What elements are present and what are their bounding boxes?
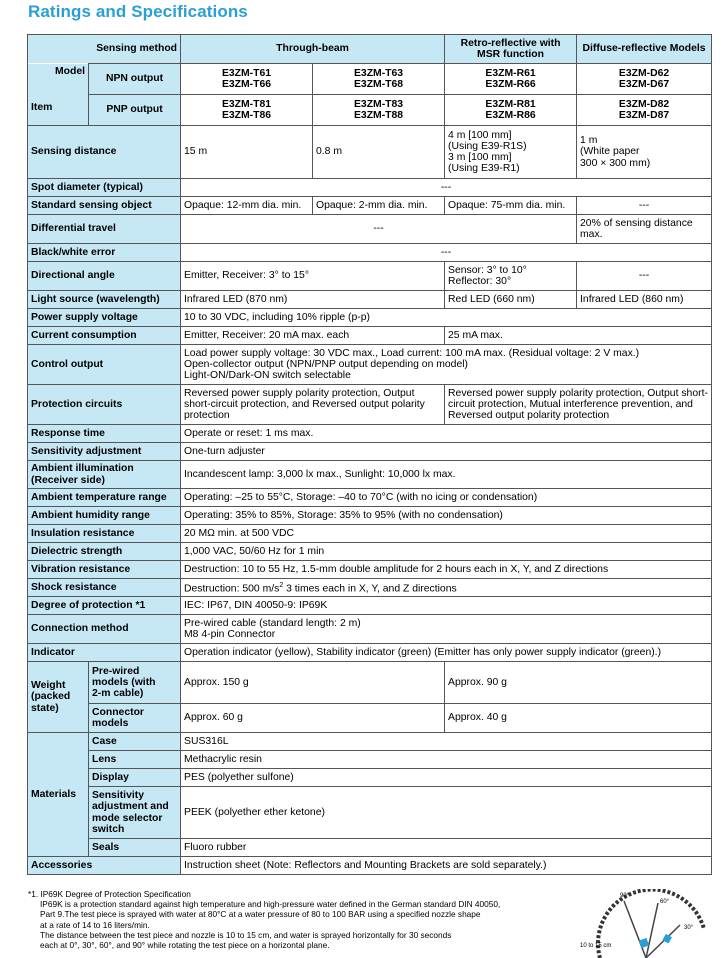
value-cell: 1 m (White paper 300 × 300 mm) — [577, 126, 712, 179]
value-cell: Opaque: 12-mm dia. min. — [181, 197, 313, 215]
pnp-output-header: PNP output — [89, 95, 181, 126]
value-cell: Approx. 40 g — [445, 704, 712, 733]
footnote-line: The distance between the test piece and nozzle is 10 to 15 cm, and water is sprayed horizontally for 30 seconds — [40, 929, 452, 940]
table-row — [28, 385, 712, 425]
spray-line-60 — [646, 903, 658, 958]
footnote-title: *1. IP69K Degree of Protection Specification — [28, 889, 191, 899]
sensing-method-header: Sensing method — [28, 35, 181, 64]
value-cell: --- — [181, 179, 712, 197]
diffuse-reflective-header: Diffuse-reflective Models — [577, 35, 712, 64]
table-row — [28, 525, 712, 543]
footnote-line: Part 9.The test piece is sprayed with water at 80°C at a water pressure of 80 to 100 BAR using a specified nozzle shape — [40, 909, 481, 920]
distance-label: 10 to 15 cm — [580, 943, 612, 949]
sub-label: Display — [89, 769, 181, 787]
model-cell: E3ZM-T61 E3ZM-T66 — [181, 64, 313, 95]
value-cell: Operating: –25 to 55°C, Storage: –40 to 70°C (with no icing or condensation) — [181, 489, 712, 507]
table-row — [28, 461, 712, 489]
table-row — [28, 839, 712, 857]
row-label: Vibration resistance — [28, 561, 181, 579]
model-item-header — [28, 64, 89, 126]
model-cell: E3ZM-T83 E3ZM-T88 — [313, 95, 445, 126]
value-cell: 10 to 30 VDC, including 10% ripple (p-p) — [181, 309, 712, 327]
model-cell: E3ZM-D82 E3ZM-D87 — [577, 95, 712, 126]
value-cell: --- — [181, 244, 712, 262]
footnote-line: at a rate of 14 to 16 liters/min. — [40, 919, 150, 930]
table-row — [28, 425, 712, 443]
table-row — [28, 197, 712, 215]
value-cell: Reversed power supply polarity protection, Output short-circuit protection, and Reversed output polarity protection — [181, 385, 445, 425]
value-cell: Operation indicator (yellow), Stability indicator (green) (Emitter has only power supply indicator (green).) — [181, 644, 712, 662]
value-cell: Opaque: 75-mm dia. min. — [445, 197, 577, 215]
row-label: Black/white error — [28, 244, 181, 262]
footnote-line: IP69K is a protection standard against high temperature and high-pressure water defined in the German standard DIN 40050, — [40, 899, 501, 910]
value-cell: 15 m — [181, 126, 313, 179]
table-row — [28, 443, 712, 461]
model-cell: E3ZM-R61 E3ZM-R66 — [445, 64, 577, 95]
sub-label: Case — [89, 733, 181, 751]
angle-label-90: 90° — [620, 893, 630, 899]
table-row — [28, 64, 712, 95]
row-label: Control output — [28, 345, 181, 385]
model-cell: E3ZM-D62 E3ZM-D67 — [577, 64, 712, 95]
row-label: Connection method — [28, 615, 181, 644]
value-cell: One-turn adjuster — [181, 443, 712, 461]
row-label: Light source (wavelength) — [28, 291, 181, 309]
table-row — [28, 561, 712, 579]
row-label: Indicator — [28, 644, 181, 662]
row-label: Sensing distance — [28, 126, 181, 179]
model-cell: E3ZM-T63 E3ZM-T68 — [313, 64, 445, 95]
value-cell: --- — [181, 215, 577, 244]
shock-text: Destruction: 500 m/s — [184, 583, 280, 595]
value-cell: Emitter, Receiver: 20 mA max. each — [181, 327, 445, 345]
sub-label: Connector models — [89, 704, 181, 733]
table-row — [28, 857, 712, 875]
superscript: 2 — [279, 582, 284, 590]
table-row — [28, 489, 712, 507]
table-row — [28, 662, 712, 704]
model-cell: E3ZM-T81 E3ZM-T86 — [181, 95, 313, 126]
value-cell: Methacrylic resin — [181, 751, 712, 769]
table-row — [28, 644, 712, 662]
table-row — [28, 262, 712, 291]
row-label: Directional angle — [28, 262, 181, 291]
value-cell: Instruction sheet (Note: Reflectors and Mounting Brackets are sold separately.) — [181, 857, 712, 875]
table-row — [28, 215, 712, 244]
row-label: Power supply voltage — [28, 309, 181, 327]
value-cell: 25 mA max. — [445, 327, 712, 345]
value-cell: IEC: IP67, DIN 40050-9: IP69K — [181, 597, 712, 615]
row-label: Differential travel — [28, 215, 181, 244]
value-cell: 4 m [100 mm] (Using E39-R1S) 3 m [100 mm] (Using E39-R1) — [445, 126, 577, 179]
page-title: Ratings and Specifications — [28, 2, 248, 21]
sub-label: Seals — [89, 839, 181, 857]
value-cell: Approx. 150 g — [181, 662, 445, 704]
table-row — [28, 787, 712, 839]
table-row — [28, 733, 712, 751]
shock-text: 3 times each in X, Y, and Z directions — [283, 583, 457, 595]
npn-output-header: NPN output — [89, 64, 181, 95]
row-label: Standard sensing object — [28, 197, 181, 215]
value-cell: Opaque: 2-mm dia. min. — [313, 197, 445, 215]
spray-line-90 — [624, 901, 646, 958]
table-row — [28, 751, 712, 769]
table-row — [28, 309, 712, 327]
table-row — [28, 704, 712, 733]
row-label: Dielectric strength — [28, 543, 181, 561]
table-row — [28, 35, 712, 64]
table-row — [28, 507, 712, 525]
model-cell: E3ZM-R81 E3ZM-R86 — [445, 95, 577, 126]
value-cell: Approx. 60 g — [181, 704, 445, 733]
value-cell: --- — [577, 262, 712, 291]
row-label: Materials — [28, 733, 89, 857]
nozzle-shape — [662, 934, 672, 944]
row-label: Insulation resistance — [28, 525, 181, 543]
row-label: Sensitivity adjustment — [28, 443, 181, 461]
through-beam-header: Through-beam — [181, 35, 445, 64]
table-row — [28, 291, 712, 309]
specifications-table — [27, 34, 712, 875]
spray-angle-diagram — [580, 889, 710, 958]
table-row — [28, 345, 712, 385]
value-cell: Operating: 35% to 85%, Storage: 35% to 95% (with no condensation) — [181, 507, 712, 525]
sub-label: Lens — [89, 751, 181, 769]
table-row — [28, 769, 712, 787]
value-cell — [181, 579, 712, 597]
angle-label-60: 60° — [660, 899, 670, 905]
value-cell: Infrared LED (860 nm) — [577, 291, 712, 309]
value-cell: Operate or reset: 1 ms max. — [181, 425, 712, 443]
row-label: Weight (packed state) — [28, 662, 89, 733]
value-cell: 1,000 VAC, 50/60 Hz for 1 min — [181, 543, 712, 561]
value-cell: Incandescent lamp: 3,000 lx max., Sunlight: 10,000 lx max. — [181, 461, 712, 489]
value-cell: Emitter, Receiver: 3° to 15° — [181, 262, 445, 291]
spray-line-30 — [646, 925, 680, 958]
value-cell: Reversed power supply polarity protection, Output short-circuit protection, Mutual interference prevention, and Reversed output polarity protection — [445, 385, 712, 425]
value-cell: Pre-wired cable (standard length: 2 m) M8 4-pin Connector — [181, 615, 712, 644]
value-cell: 20% of sensing distance max. — [577, 215, 712, 244]
sub-label: Sensitivity adjustment and mode selector switch — [89, 787, 181, 839]
value-cell: SUS316L — [181, 733, 712, 751]
table-row — [28, 244, 712, 262]
value-cell: 0.8 m — [313, 126, 445, 179]
row-label: Ambient illumination (Receiver side) — [28, 461, 181, 489]
footnote — [28, 889, 568, 950]
angle-label-30: 30° — [684, 925, 694, 931]
row-label: Degree of protection *1 — [28, 597, 181, 615]
table-row — [28, 179, 712, 197]
table-row — [28, 543, 712, 561]
table-row — [28, 615, 712, 644]
table-row — [28, 597, 712, 615]
table-row — [28, 126, 712, 179]
value-cell: 20 MΩ min. at 500 VDC — [181, 525, 712, 543]
value-cell: Load power supply voltage: 30 VDC max., Load current: 100 mA max. (Residual voltage: 2 V max.) Open-collector output (NPN/PNP output depending on model) Light-ON/Dark-ON switch selectable — [181, 345, 712, 385]
row-label: Shock resistance — [28, 579, 181, 597]
value-cell: Fluoro rubber — [181, 839, 712, 857]
row-label: Response time — [28, 425, 181, 443]
value-cell: Red LED (660 nm) — [445, 291, 577, 309]
value-cell: Infrared LED (870 nm) — [181, 291, 445, 309]
model-label: Model — [54, 65, 85, 77]
value-cell: Sensor: 3° to 10° Reflector: 30° — [445, 262, 577, 291]
row-label: Current consumption — [28, 327, 181, 345]
value-cell: Approx. 90 g — [445, 662, 712, 704]
table-row — [28, 95, 712, 126]
footnote-line: each at 0°, 30°, 60°, and 90° while rotating the test piece on a horizontal plane. — [40, 940, 330, 951]
value-cell: --- — [577, 197, 712, 215]
nozzle-shape — [639, 938, 649, 948]
table-row — [28, 579, 712, 597]
rotation-arc — [598, 890, 704, 958]
item-label: Item — [31, 101, 53, 113]
row-label: Accessories — [28, 857, 181, 875]
value-cell: PES (polyether sulfone) — [181, 769, 712, 787]
value-cell: Destruction: 10 to 55 Hz, 1.5-mm double amplitude for 2 hours each in X, Y, and Z directions — [181, 561, 712, 579]
sub-label: Pre-wired models (with 2-m cable) — [89, 662, 181, 704]
row-label: Spot diameter (typical) — [28, 179, 181, 197]
retro-reflective-header: Retro-reflective with MSR function — [445, 35, 577, 64]
row-label: Ambient humidity range — [28, 507, 181, 525]
row-label: Protection circuits — [28, 385, 181, 425]
value-cell: PEEK (polyether ether ketone) — [181, 787, 712, 839]
row-label: Ambient temperature range — [28, 489, 181, 507]
table-row — [28, 327, 712, 345]
